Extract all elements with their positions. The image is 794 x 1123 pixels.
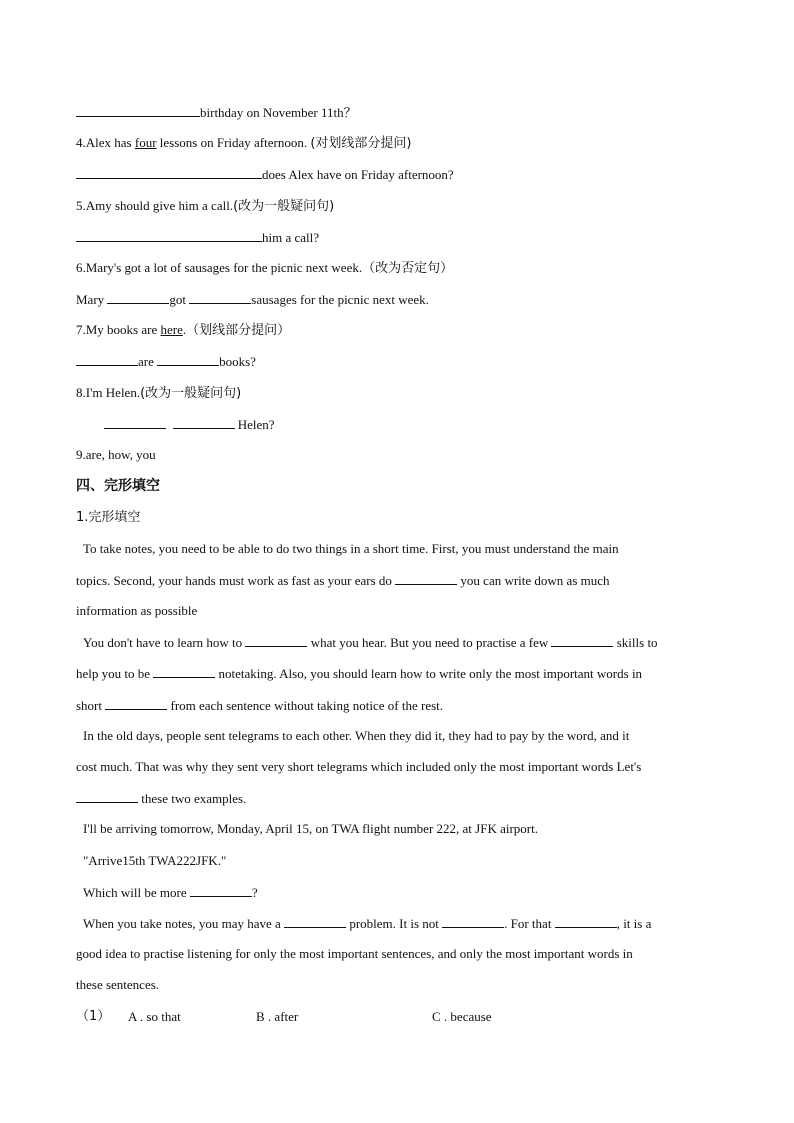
q8-answer-tail: Helen? [234,417,275,432]
passage-text: You don't have to learn how to [83,635,246,650]
passage-text: , it is a [616,916,652,931]
q4-prefix: 4.Alex has [76,135,135,150]
q5-answer-line [76,228,319,247]
passage-line [76,789,246,808]
cloze-blank-1[interactable] [395,571,457,585]
passage-text: from each sentence without taking notice of the rest. [167,698,444,713]
question-7 [76,321,290,340]
cloze-blank-5[interactable] [105,696,167,710]
passage-line [76,945,633,963]
answer-blank[interactable] [76,103,200,117]
option-a[interactable]: A . so that [128,1009,181,1024]
answer-blank[interactable] [104,415,166,429]
passage-text: ? [251,885,258,900]
q6-text: 6.Mary's got a lot of sausages for the picnic next week. [76,260,363,275]
passage-text: these sentences. [76,977,160,992]
section-heading: 四、完形填空 [76,478,160,494]
passage-line [76,883,258,902]
question-5 [76,197,334,216]
passage-text: . For that [504,916,555,931]
q3-answer-line [76,103,357,122]
passage-text: To take notes, you need to be able to do two things in a short time. First, you must understand the main [83,541,619,556]
question-4 [76,134,412,153]
cloze-blank-7[interactable] [190,883,252,897]
cloze-blank-8[interactable] [284,914,346,928]
cloze-blank-6[interactable] [76,789,138,803]
passage-text: I'll be arriving tomorrow, Monday, April 15, on TWA flight number 222, at JFK airport. [83,821,538,836]
answer-blank[interactable] [76,165,262,179]
q4-answer-tail: does Alex have on Friday afternoon? [262,167,454,182]
answer-blank[interactable] [189,290,251,304]
option-c[interactable]: C . because [432,1009,492,1024]
q7-answer-line [76,352,256,371]
q3-tail: birthday on November 11th？ [200,105,357,120]
cloze-blank-4[interactable] [153,664,215,678]
passage-text: In the old days, people sent telegrams to each other. When they did it, they had to pay by the word, and it [83,728,630,743]
q7-answer-mid: are [138,354,158,369]
cloze-blank-9[interactable] [442,914,504,928]
q7-suffix: . [182,322,187,337]
passage-text: these two examples. [138,791,247,806]
answer-blank[interactable] [157,352,219,366]
passage-line [76,696,443,715]
cloze-blank-10[interactable] [555,914,617,928]
q8-text: 8.I'm Helen. [76,385,141,400]
q4-middle: lessons on Friday afternoon. [156,135,311,150]
q4-answer-line [76,165,454,184]
q4-underlined: four [134,135,157,150]
answer-blank[interactable] [76,228,262,242]
passage-line [76,633,658,652]
q5-answer-tail: him a call? [262,230,320,245]
q6-instruction: （改为否定句） [362,261,454,276]
cloze-blank-3[interactable] [551,633,613,647]
passage-text: short [76,698,106,713]
q6-answer-mid: got [169,292,190,307]
q5-text: 5.Amy should give him a call. [76,198,234,213]
passage-line [76,758,641,776]
passage-line [76,664,642,683]
section-subheading: 1.完形填空 [76,510,141,525]
question-8 [76,384,241,403]
passage-line [76,976,159,994]
q7-instruction: （划线部分提问） [186,323,291,338]
passage-text: good idea to practise listening for only the most important sentences, and only the most important words in [76,946,633,961]
q4-instruction: (对划线部分提问) [310,136,412,151]
passage-line [76,602,197,620]
q6-answer-tail: sausages for the picnic next week. [251,292,429,307]
passage-text: information as possible [76,603,198,618]
q7-answer-tail: books? [219,354,256,369]
passage-text: notetaking. Also, you should learn how to write only the most important words in [215,666,643,681]
passage-line [76,727,629,745]
passage-text: cost much. That was why they sent very short telegrams which included only the most important words Let's [76,759,642,774]
passage-line [76,571,610,590]
answer-blank[interactable] [107,290,169,304]
passage-text: help you to be [76,666,154,681]
answer-blank[interactable] [173,415,235,429]
passage-text: skills to [613,635,658,650]
passage-text: "Arrive15th TWA222JFK." [83,853,227,868]
passage-text: problem. It is not [346,916,443,931]
passage-line [76,852,226,870]
passage-text: what you hear. But you need to practise a few [307,635,552,650]
q9-text: 9.are, how, you [76,447,156,462]
option-b[interactable]: B . after [256,1009,299,1024]
cloze-blank-2[interactable] [245,633,307,647]
passage-text: topics. Second, your hands must work as fast as your ears do [76,573,396,588]
q7-underlined: here [160,322,183,337]
passage-text: Which will be more [83,885,190,900]
passage-line [76,540,619,558]
q6-answer-start: Mary [76,292,108,307]
q6-answer-line [76,290,429,309]
q5-instruction: (改为一般疑问句) [233,199,335,214]
passage-line [76,914,651,933]
passage-line [76,820,538,838]
q8-instruction: (改为一般疑问句) [140,386,242,401]
answer-blank[interactable] [76,352,138,366]
passage-text: you can write down as much [457,573,610,588]
question-6 [76,259,453,278]
q8-answer-line [104,415,275,434]
question-9 [76,446,156,464]
q7-prefix: 7.My books are [76,322,161,337]
passage-text: When you take notes, you may have a [83,916,285,931]
question-number: （1） [76,1009,111,1024]
